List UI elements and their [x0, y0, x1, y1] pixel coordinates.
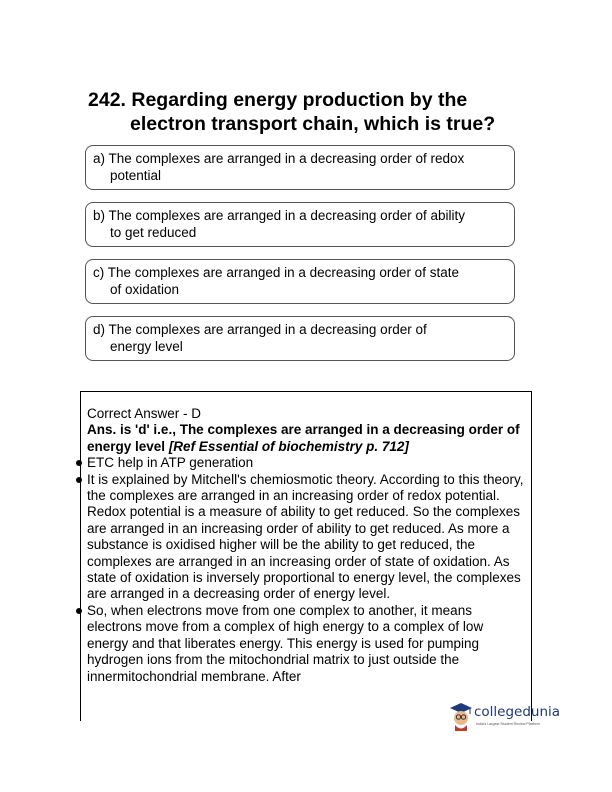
- option-text: The complexes are arranged in a decreasing order of state: [107, 265, 459, 280]
- graduate-mascot-icon: [448, 700, 474, 732]
- bullet-item: [87, 455, 527, 471]
- option-a[interactable]: [85, 145, 515, 190]
- option-text-cont: energy level: [110, 339, 183, 354]
- bullet-text: So, when electrons move from one complex to another, it means electrons move from a complex of high energy to a complex of low energy and that liberates energy. This energy is used for pumping hydrogen ions from the mitochondrial matrix to just outside the innermitochondrial membrane. After: [87, 602, 484, 684]
- question-text-line2: electron transport chain, which is true?: [130, 113, 496, 135]
- bullet-text: It is explained by Mitchell's chemiosmotic theory. According to this theory, the complexes are arranged in an increasing order of redox potential. Redox potential is a measure of ability to get reduced. So the complexes are arranged in an increasing order of ability to get reduced. As more a substance is oxidised higher will be the ability to get reduced, the complexes are arranged in an increasing order of state of oxidation. As state of oxidation is inversely proportional to energy level, the complexes are arranged in a decreasing order of energy level.: [87, 471, 524, 602]
- bullet-icon: [76, 477, 82, 483]
- option-text: The complexes are arranged in a decreasing order of redox: [108, 151, 465, 166]
- option-d[interactable]: [85, 316, 515, 361]
- question-text-line1: Regarding energy production by the: [131, 89, 468, 111]
- answer-reference: [Ref Essential of biochemistry p. 712]: [168, 438, 409, 454]
- logo-tagline: India's Largest Student Review Platform: [476, 722, 540, 726]
- option-label: b): [93, 208, 106, 223]
- question-number: 242.: [88, 89, 126, 111]
- answer-explanation: [87, 406, 527, 685]
- question-heading: [88, 88, 558, 136]
- option-label: a): [93, 151, 106, 166]
- option-text: The complexes are arranged in a decreasing order of ability: [108, 208, 465, 223]
- option-label: c): [93, 265, 105, 280]
- bullet-item: [87, 603, 527, 685]
- bullet-item: [87, 472, 527, 603]
- option-text-cont: to get reduced: [110, 225, 197, 240]
- bullet-icon: [76, 608, 82, 614]
- option-text-cont: potential: [110, 168, 162, 183]
- answer-statement: [87, 422, 527, 455]
- option-text: The complexes are arranged in a decreasing order of: [108, 322, 427, 337]
- collegedunia-logo: [448, 700, 561, 740]
- correct-answer: Correct Answer - D: [87, 406, 202, 421]
- option-text-cont: of oxidation: [110, 282, 180, 297]
- option-b[interactable]: [85, 202, 515, 247]
- bullet-text: ETC help in ATP generation: [87, 455, 254, 471]
- option-label: d): [93, 322, 106, 337]
- logo-name: collegedunia: [474, 704, 561, 720]
- answer-bold: Ans. is 'd' i.e., The complexes are arranged in a decreasing order of energy level: [87, 422, 520, 454]
- option-c[interactable]: [85, 259, 515, 304]
